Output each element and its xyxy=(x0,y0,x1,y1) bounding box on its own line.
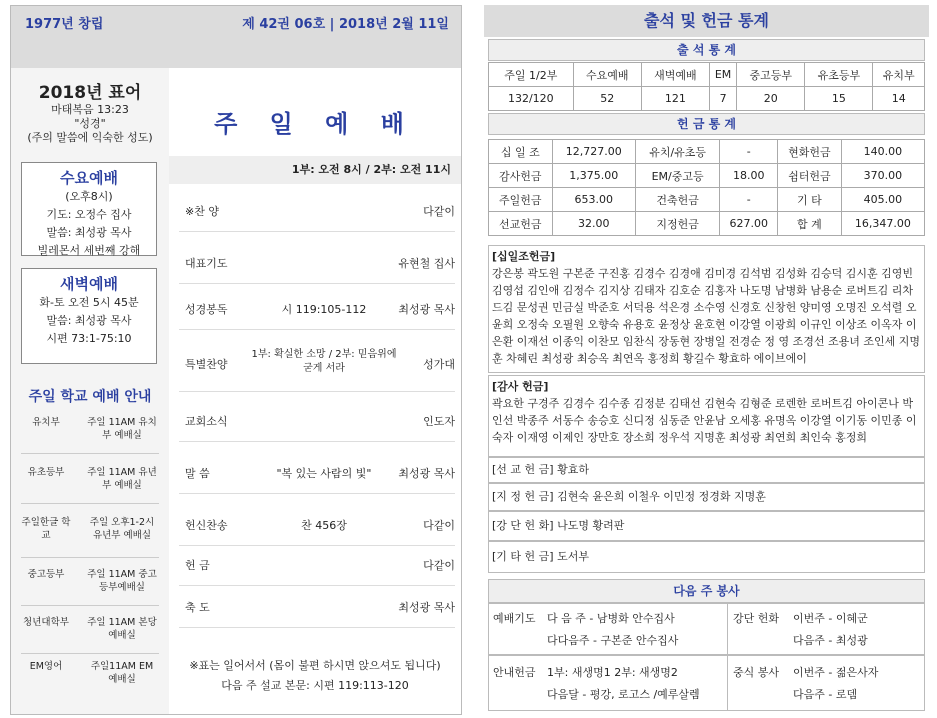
note-standing: ※표는 일어서서 (몸이 불편 하시면 앉으셔도 됩니다) xyxy=(189,659,441,672)
order-item: 헌 금 xyxy=(185,559,210,572)
table-cell: 7 xyxy=(709,87,736,111)
wednesday-service xyxy=(21,162,157,256)
right-page xyxy=(484,5,929,715)
flower-label: 강단 헌화 xyxy=(733,612,780,625)
motto-ref: 마태복음 13:23 xyxy=(51,103,129,116)
order-detail: "복 있는 사람의 빛" xyxy=(276,467,372,480)
list-item xyxy=(21,562,159,606)
next-week-row-2 xyxy=(488,655,925,711)
other-offering: [기 타 헌 금] 도서부 xyxy=(488,541,925,573)
list-item xyxy=(21,410,159,454)
list-item xyxy=(21,460,159,504)
table-cell: 선교헌금 xyxy=(489,212,553,236)
table-cell: 32.00 xyxy=(552,212,635,236)
table-cell: 쉼터헌금 xyxy=(778,164,842,188)
order-leader: 성가대 xyxy=(423,358,455,371)
order-row xyxy=(179,286,455,330)
table-cell: 12,727.00 xyxy=(552,140,635,164)
founded-year: 1977년 창립 xyxy=(25,17,104,32)
ss-dept: 주일한글 학교 xyxy=(21,517,71,541)
table-row xyxy=(489,188,925,212)
table-cell: 132/120 xyxy=(489,87,574,111)
order-item: 대표기도 xyxy=(185,257,228,270)
guide-this: 1부: 새생명1 2부: 새생명2 xyxy=(547,666,678,679)
prayer-after: 다다음주 - 구본준 안수집사 xyxy=(547,634,679,647)
header-bar xyxy=(11,6,461,68)
order-item: 축 도 xyxy=(185,601,210,614)
guide-label: 안내헌금 xyxy=(493,666,536,679)
table-cell: 16,347.00 xyxy=(841,212,924,236)
tithe-names: 강은봉 곽도원 구본준 구진홍 김경수 김경애 김미경 김석범 김성화 김승덕 김시훈 김영빈 김영섭 김인애 김정수 김지상 김태자 김호순 김홍자 나도명 남병화 남용순 로버트김 리차드김 문성권 민금실 박준호 서덕용 석은경 소수영 신경호 신창헌 양미영 오명진 오석렬 오윤희 오정숙 오필원 오향숙 유용호 윤정상 윤호현 이강열 이광희 이규인 이상조 이옥자 이은환 이재선 이종익 이찬모 임찬식 장동현 장병일 전경순 정 영 조경선 조용녀 조인세 지명훈 차혜린 최성광 최승옥 최연옥 홍정희 황길수 황효하 에이브에이 xyxy=(492,267,920,365)
table-row xyxy=(489,87,925,111)
attendance-table xyxy=(488,62,925,111)
ss-dept: 청년대학부 xyxy=(23,617,69,628)
table-cell: 627.00 xyxy=(720,212,778,236)
thanks-list xyxy=(488,375,925,457)
table-cell: 합 계 xyxy=(778,212,842,236)
order-item: 말 씀 xyxy=(185,467,210,480)
wed-prayer: 기도: 오정수 집사 xyxy=(46,208,132,221)
order-row xyxy=(179,188,455,232)
prayer-next: 다 음 주 - 남병화 안수집사 xyxy=(547,612,675,625)
tithe-heading: [십일조헌금] xyxy=(492,250,556,263)
left-page xyxy=(10,5,462,715)
attendance-title: 출 석 통 계 xyxy=(488,39,925,61)
table-header: 중고등부 xyxy=(737,63,805,87)
table-cell: 405.00 xyxy=(841,188,924,212)
order-leader: 최성광 목사 xyxy=(398,601,455,614)
table-cell: 건축헌금 xyxy=(635,188,720,212)
order-row xyxy=(179,398,455,442)
ss-time: 주일 11AM 중고등부예배실 xyxy=(87,569,157,593)
order-leader: 다같이 xyxy=(423,519,455,532)
wed-title: 수요예배 xyxy=(60,169,118,187)
next-week-title: 다음 주 봉사 xyxy=(488,579,925,603)
table-header: 주일 1/2부 xyxy=(489,63,574,87)
wed-sermon: 빌레몬서 세번째 강해 xyxy=(37,244,141,257)
next-week-row-1 xyxy=(488,603,925,655)
table-cell: 121 xyxy=(641,87,709,111)
table-cell: 주일헌금 xyxy=(489,188,553,212)
pulpit-flowers: [강 단 헌 화] 나도명 황려판 xyxy=(488,511,925,541)
meal-next: 다음주 - 로뎀 xyxy=(793,688,858,701)
order-item: 교회소식 xyxy=(185,415,228,428)
thanks-heading: [감사 헌금] xyxy=(492,380,549,393)
order-row xyxy=(179,584,455,628)
stats-title: 출석 및 헌금 통계 xyxy=(484,5,929,37)
order-leader: 다같이 xyxy=(423,559,455,572)
list-item xyxy=(21,654,159,698)
dawn-text: 시편 73:1-75:10 xyxy=(46,332,132,345)
designated-offering: [지 정 헌 금] 김현숙 윤은희 이철우 이민정 정경화 지명훈 xyxy=(488,483,925,511)
table-cell: 20 xyxy=(737,87,805,111)
table-header: 새벽예배 xyxy=(641,63,709,87)
wed-preacher: 말씀: 최성광 목사 xyxy=(46,226,132,239)
guide-next: 다음달 - 평강, 로고스 /예루살렘 xyxy=(547,688,700,701)
table-cell: - xyxy=(720,140,778,164)
order-row xyxy=(179,502,455,546)
table-cell: 14 xyxy=(873,87,925,111)
flower-this: 이번주 - 이혜군 xyxy=(793,612,868,625)
order-row xyxy=(179,240,455,284)
meal-this: 이번주 - 젊은사자 xyxy=(793,666,879,679)
table-row xyxy=(489,140,925,164)
flower-next: 다음주 - 최성광 xyxy=(793,634,868,647)
wed-time: (오후8시) xyxy=(65,190,113,203)
ss-time: 주일 11AM 유치부 예배실 xyxy=(87,417,157,441)
issue-info: 제 42권 06호 | 2018년 2월 11일 xyxy=(242,17,449,32)
table-cell: EM/중고등 xyxy=(635,164,720,188)
offering-table xyxy=(488,139,925,236)
table-header: EM xyxy=(709,63,736,87)
table-cell: 140.00 xyxy=(841,140,924,164)
dawn-title: 새벽예배 xyxy=(60,275,118,293)
dawn-service xyxy=(21,268,157,364)
mission-offering: [선 교 헌 금] 황효하 xyxy=(488,457,925,483)
order-row xyxy=(179,450,455,494)
table-header: 유치부 xyxy=(873,63,925,87)
order-detail: 시 119:105-112 xyxy=(281,303,367,316)
ss-time: 주일 11AM 본당 예배실 xyxy=(87,617,157,641)
dawn-time: 화-토 오전 5시 45분 xyxy=(39,296,139,309)
order-item: ※찬 양 xyxy=(185,205,219,218)
sunday-school-title: 주일 학교 예배 안내 xyxy=(28,389,152,405)
order-detail: 1부: 확실한 소망 / 2부: 믿음위에 굳게 서라 xyxy=(251,349,397,374)
tithe-list xyxy=(488,245,925,373)
motto-text: "성경" xyxy=(74,117,106,130)
table-row xyxy=(489,212,925,236)
year-title: 2018년 표어 xyxy=(38,83,142,103)
sidebar xyxy=(11,68,169,714)
year-motto xyxy=(11,78,169,145)
ss-time: 주일 오후1-2시 유년부 예배실 xyxy=(89,517,155,541)
table-cell: 15 xyxy=(805,87,873,111)
ss-dept: 중고등부 xyxy=(27,569,65,580)
prayer-label: 예배기도 xyxy=(493,612,536,625)
worship-order xyxy=(169,68,461,714)
table-cell: 370.00 xyxy=(841,164,924,188)
offering-title: 헌 금 통 계 xyxy=(488,113,925,135)
note-next-sermon: 다음 주 설교 본문: 시편 119:113-120 xyxy=(221,679,409,692)
table-header: 유초등부 xyxy=(805,63,873,87)
thanks-names: 곽요한 구경주 김경수 김수종 김정분 김태선 김현숙 김형준 로렌한 로버트김 아이콘나 박인선 박종주 서동수 송승호 신디정 심동준 안윤남 오세홍 유명옥 이강열 이기동 이민종 이숙자 이재영 이제인 장만호 장소희 정우석 지명훈 최성광 최연희 최인숙 홍정희 xyxy=(492,397,917,444)
table-cell: 감사헌금 xyxy=(489,164,553,188)
ss-time: 주일 11AM 유년부 예배실 xyxy=(87,467,157,491)
table-cell: 653.00 xyxy=(552,188,635,212)
table-header: 수요예배 xyxy=(573,63,641,87)
order-leader: 유현철 집사 xyxy=(398,257,455,270)
table-row xyxy=(489,164,925,188)
divider xyxy=(727,656,728,710)
order-item: 특별찬양 xyxy=(185,358,228,371)
motto-sub: (주의 말씀에 익숙한 성도) xyxy=(27,131,153,144)
table-row xyxy=(489,63,925,87)
divider xyxy=(727,604,728,654)
service-times: 1부: 오전 8시 / 2부: 오전 11시 xyxy=(169,156,461,184)
table-cell: 지정헌금 xyxy=(635,212,720,236)
ss-dept: 유초등부 xyxy=(27,467,65,478)
table-cell: 1,375.00 xyxy=(552,164,635,188)
table-cell: 52 xyxy=(573,87,641,111)
dawn-preacher: 말씀: 최성광 목사 xyxy=(46,314,132,327)
order-leader: 인도자 xyxy=(423,415,455,428)
table-cell: - xyxy=(720,188,778,212)
order-row xyxy=(179,336,455,392)
table-cell: 18.00 xyxy=(720,164,778,188)
table-cell: 현화헌금 xyxy=(778,140,842,164)
order-leader: 최성광 목사 xyxy=(398,303,455,316)
table-cell: 유치/유초등 xyxy=(635,140,720,164)
order-leader: 다같이 xyxy=(423,205,455,218)
list-item xyxy=(21,510,159,558)
ss-time: 주일11AM EM 예배실 xyxy=(90,661,154,685)
order-item: 성경봉독 xyxy=(185,303,228,316)
order-row xyxy=(179,542,455,586)
order-item: 헌신찬송 xyxy=(185,519,228,532)
order-detail: 찬 456장 xyxy=(301,519,347,532)
list-item xyxy=(21,610,159,654)
standing-note xyxy=(169,656,461,696)
meal-label: 중식 봉사 xyxy=(733,666,780,679)
order-leader: 최성광 목사 xyxy=(398,467,455,480)
table-cell: 십 일 조 xyxy=(489,140,553,164)
ss-dept: 유치부 xyxy=(32,417,60,428)
ss-dept: EM영어 xyxy=(29,661,63,672)
table-cell: 기 타 xyxy=(778,188,842,212)
worship-title: 주 일 예 배 xyxy=(214,110,416,138)
